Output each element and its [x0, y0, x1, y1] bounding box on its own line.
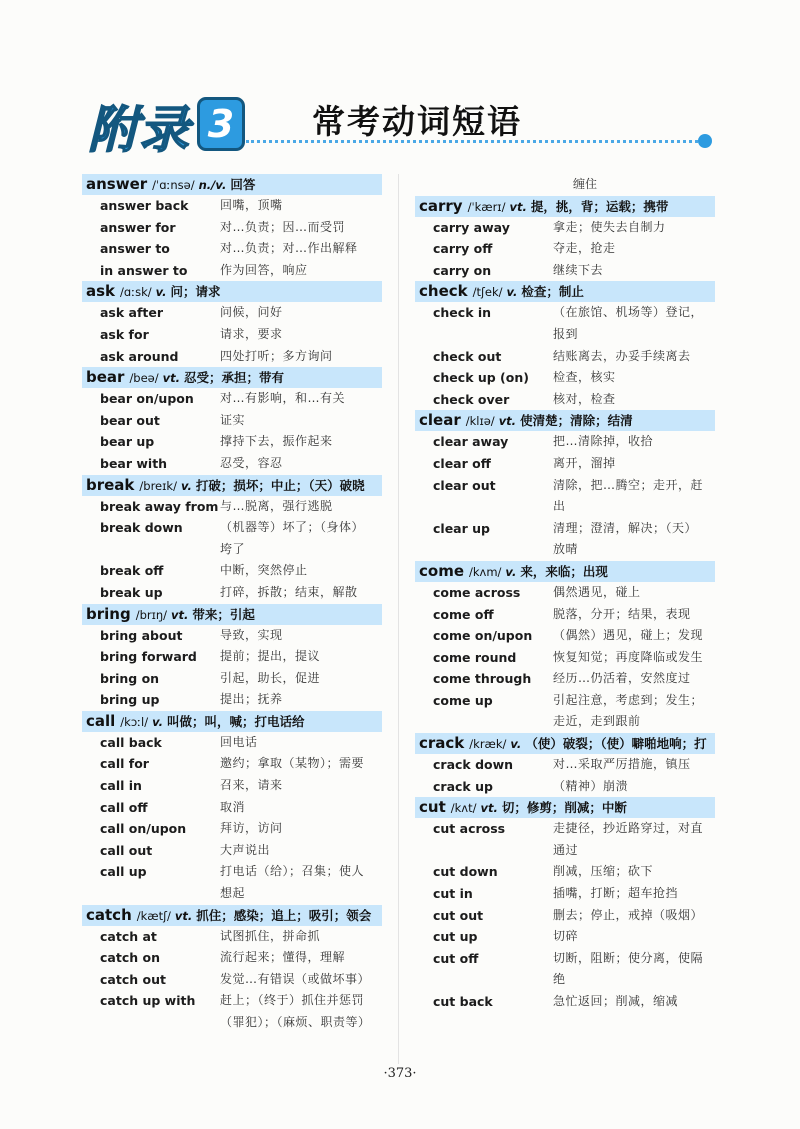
phonetic: /ɑːsk/ — [120, 285, 152, 300]
phrase-row — [415, 754, 715, 776]
phrase-row — [415, 690, 715, 733]
phrase-row — [415, 518, 715, 561]
phrase-english: ask around — [100, 348, 179, 364]
phrase-row — [82, 260, 382, 282]
phrase-english: bear out — [100, 412, 160, 428]
part-of-speech: v. — [152, 714, 164, 729]
phrase-english: cut out — [433, 907, 484, 923]
phrase-row — [415, 475, 715, 518]
part-of-speech: v. — [506, 285, 518, 300]
headword-meaning: （使）破裂；（使）噼啪地响；打 — [525, 736, 707, 752]
phrase-chinese: 脱落，分开；结果，表现 — [553, 606, 691, 621]
continued-meaning: 缠住 — [573, 177, 598, 191]
phrase-chinese: 赶上；（终于）抓住并惩罚（罪犯）；（麻烦、职责等） — [220, 993, 371, 1029]
phrase-chinese: （在旅馆、机场等）登记，报到 — [553, 305, 704, 341]
column-divider — [398, 174, 399, 1064]
phrase-english: call off — [100, 799, 148, 815]
part-of-speech: vt. — [174, 908, 193, 923]
phrase-chinese: 回电话 — [220, 734, 258, 749]
phrase-english: come round — [433, 649, 517, 665]
phrase-chinese: 结账离去，办妥手续离去 — [553, 348, 691, 363]
phrase-english: cut in — [433, 886, 473, 902]
phrase-chinese: 继续下去 — [553, 262, 604, 277]
entry-headword-bar — [415, 797, 715, 818]
phrase-row — [82, 668, 382, 690]
headword: bear — [86, 368, 125, 387]
entry-headword-bar — [82, 711, 382, 732]
dictionary-entry-clear — [415, 410, 715, 561]
phrase-row — [82, 431, 382, 453]
headword: break — [86, 475, 135, 494]
phrase-chinese: （精神）崩溃 — [553, 778, 629, 793]
part-of-speech: vt. — [171, 607, 189, 622]
phrase-row — [415, 883, 715, 905]
phrase-english: carry on — [433, 262, 492, 278]
part-of-speech: v. — [180, 478, 192, 493]
headword: bring — [86, 604, 131, 623]
headword: catch — [86, 905, 132, 924]
phrase-row — [82, 947, 382, 969]
phrase-row — [415, 818, 715, 861]
part-of-speech: v. — [510, 737, 522, 752]
phrase-chinese: 对…负责；对…作出解释 — [220, 241, 358, 256]
part-of-speech: v. — [155, 285, 167, 300]
phrase-english: catch up with — [100, 993, 196, 1009]
phrase-row — [415, 238, 715, 260]
phrase-chinese: 离开，溜掉 — [553, 455, 616, 470]
headword: answer — [86, 175, 148, 193]
phonetic: /ˈɑːnsə/ — [152, 178, 195, 192]
headword: call — [86, 711, 116, 730]
phrase-row — [415, 389, 715, 411]
headword-meaning: 打破；损坏；中止；（天）破晓 — [195, 477, 365, 493]
phrase-english: clear up — [433, 520, 490, 536]
phrase-row — [82, 689, 382, 711]
phrase-chinese: 撑持下去，振作起来 — [220, 434, 333, 449]
phrase-english: call on/upon — [100, 821, 187, 837]
phrase-chinese: 回嘴，顶嘴 — [220, 198, 283, 212]
phrase-english: bring forward — [100, 649, 197, 665]
phrase-chinese: 召来，请来 — [220, 778, 283, 793]
phrase-english: break away from — [100, 498, 219, 514]
phrase-chinese: 恢复知觉；再度降临或发生 — [553, 649, 704, 664]
dictionary-entry-crack — [415, 733, 715, 797]
phrase-row — [415, 668, 715, 690]
phrase-english: cut up — [433, 929, 478, 945]
entry-headword-bar — [82, 604, 382, 625]
dictionary-entry-come — [415, 561, 715, 733]
headword: crack — [419, 734, 465, 753]
phrase-english: bring about — [100, 627, 183, 643]
phrase-row — [82, 324, 382, 346]
phrase-english: cut back — [433, 994, 493, 1009]
phrase-english: check out — [433, 348, 502, 364]
phrase-row — [415, 926, 715, 948]
phrase-english: bear with — [100, 455, 168, 471]
entry-headword-bar — [415, 410, 715, 431]
title-dotted-rule — [246, 140, 698, 143]
phrase-row — [415, 260, 715, 282]
phrase-row — [82, 625, 382, 647]
phrase-english: crack down — [433, 757, 514, 773]
page-header — [0, 0, 800, 170]
phrase-row — [82, 346, 382, 368]
phrase-chinese: 切断，阻断；使分离，使隔绝 — [553, 950, 704, 987]
phrase-chinese: 作为回答，响应 — [220, 262, 308, 277]
phrase-english: ask after — [100, 305, 164, 321]
phrase-row — [415, 582, 715, 604]
phrase-chinese: 对…有影响，和…有关 — [220, 391, 346, 406]
phrase-english: clear out — [433, 477, 496, 493]
phrase-row — [415, 647, 715, 669]
phrase-row — [82, 238, 382, 260]
phrase-row — [415, 217, 715, 239]
phonetic: /kʌm/ — [469, 564, 502, 579]
phrase-row — [82, 217, 382, 239]
entry-headword-bar — [82, 281, 382, 302]
phrase-english: call back — [100, 734, 162, 750]
phonetic: /kɔːl/ — [120, 714, 149, 729]
entry-headword-bar — [82, 475, 382, 496]
phrase-row — [82, 453, 382, 475]
phonetic: /klɪə/ — [465, 414, 495, 429]
phrase-chinese: （机器等）坏了；（身体）垮了 — [220, 520, 365, 556]
phrase-row — [415, 453, 715, 475]
phrase-chinese: （偶然）遇见，碰上；发现 — [553, 628, 704, 643]
phrase-row — [82, 753, 382, 775]
phrase-chinese: 取消 — [220, 799, 246, 814]
phrase-english: cut across — [433, 821, 506, 837]
phrase-chinese: 问候，问好 — [220, 305, 283, 320]
phrase-english: clear off — [433, 455, 491, 471]
phrase-row — [415, 367, 715, 389]
phrase-chinese: 对…负责；因…而受罚 — [220, 219, 346, 234]
phrase-row — [82, 560, 382, 582]
phonetic: /kætʃ/ — [136, 908, 171, 923]
page-number: ·373· — [383, 1066, 417, 1081]
dictionary-entry-catch — [82, 905, 382, 1034]
section-title: 常考动词短语 — [312, 102, 522, 141]
phrase-chinese: 引起注意，考虑到；发生；走近，走到跟前 — [553, 692, 704, 729]
headword-meaning: 忍受；承担；带有 — [184, 370, 285, 386]
phrase-chinese: 试图抓住，拼命抓 — [220, 928, 321, 943]
entry-headword-bar — [415, 561, 715, 582]
phrase-row — [82, 496, 382, 518]
phrase-row — [82, 646, 382, 668]
phrase-english: call out — [100, 842, 153, 858]
headword: cut — [419, 798, 446, 817]
phrase-english: crack up — [433, 778, 493, 794]
dictionary-entry-call — [82, 711, 382, 905]
phrase-row — [415, 905, 715, 927]
phrase-row — [415, 991, 715, 1013]
phrase-chinese: 偶然遇见，碰上 — [553, 584, 641, 599]
title-rule-dot — [698, 134, 712, 148]
phrase-english: break down — [100, 520, 183, 536]
phrase-row — [415, 948, 715, 991]
entry-headword-bar — [82, 367, 382, 388]
phrase-english: bring up — [100, 692, 160, 708]
phonetic: /beə/ — [129, 371, 159, 386]
dictionary-entry-cut — [415, 797, 715, 1012]
phonetic: /breɪk/ — [139, 478, 177, 493]
phrase-english: ask for — [100, 326, 149, 342]
part-of-speech: v. — [505, 564, 517, 579]
phrase-chinese: 提出；抚养 — [220, 692, 283, 707]
phrase-row — [415, 625, 715, 647]
phrase-english: bring on — [100, 670, 160, 686]
phrase-chinese: 对…采取严厉措施，镇压 — [553, 757, 691, 772]
phonetic: /kræk/ — [469, 737, 507, 752]
phrase-english: answer for — [100, 219, 176, 235]
headword-meaning: 切；修剪；削减；中断 — [501, 800, 627, 816]
phrase-english: cut off — [433, 950, 479, 966]
phrase-english: check in — [433, 305, 492, 321]
appendix-label: 附录 — [88, 100, 190, 159]
headword-meaning: 检查；制止 — [521, 284, 584, 300]
headword: come — [419, 561, 464, 580]
phrase-row — [82, 732, 382, 754]
phrase-chinese: 经历…仍活着，安然度过 — [553, 671, 691, 686]
phrase-english: break off — [100, 563, 164, 579]
phrase-row — [82, 410, 382, 432]
phrase-chinese: 忍受，容忍 — [220, 455, 283, 470]
phrase-chinese: 核对，检查 — [553, 391, 616, 406]
phrase-english: carry away — [433, 219, 510, 235]
entry-headword-bar — [415, 281, 715, 302]
phrase-english: call up — [100, 864, 147, 880]
phrase-row — [82, 926, 382, 948]
phrase-row — [82, 861, 382, 904]
phrase-row — [82, 302, 382, 324]
phrase-english: come off — [433, 606, 494, 622]
phrase-row — [415, 346, 715, 368]
phrase-chinese: 切碎 — [553, 929, 579, 944]
phrase-chinese: 走捷径，抄近路穿过，对直通过 — [553, 821, 704, 857]
entry-headword-bar — [415, 733, 715, 754]
phrase-row — [82, 517, 382, 560]
dictionary-entry-check — [415, 281, 715, 410]
phrase-chinese: 四处打听；多方询问 — [220, 348, 333, 363]
phrase-chinese: 夺走，抢走 — [553, 241, 616, 256]
phrase-chinese: 清理；澄清，解决；（天）放晴 — [553, 520, 698, 557]
part-of-speech: n./v. — [198, 178, 227, 192]
phrase-english: carry off — [433, 241, 493, 257]
phrase-chinese: 提前；提出，提议 — [220, 649, 321, 664]
headword-meaning: 使清楚；清除；结清 — [520, 413, 633, 429]
phrase-english: come on/upon — [433, 628, 533, 644]
phrase-english: check up (on) — [433, 370, 529, 386]
left-column — [82, 174, 382, 1034]
phrase-chinese: 流行起来；懂得，理解 — [220, 950, 346, 965]
phrase-english: clear away — [433, 434, 509, 450]
headword: ask — [86, 282, 116, 301]
phrase-row — [82, 797, 382, 819]
phrase-english: answer back — [100, 198, 189, 213]
right-column — [415, 174, 715, 1013]
phrase-chinese: 大声说出 — [220, 842, 271, 857]
headword-meaning: 抓住；感染；追上；吸引；领会 — [196, 907, 372, 923]
headword-meaning: 带来；引起 — [192, 606, 255, 622]
phrase-chinese: 引起，助长，促进 — [220, 670, 321, 685]
phrase-chinese: 邀约；拿取（某物）；需要 — [220, 756, 365, 771]
phrase-chinese: 打碎，拆散；结束，解散 — [220, 584, 358, 599]
phonetic: /brɪŋ/ — [135, 607, 168, 622]
headword: check — [419, 282, 468, 301]
entry-headword-bar — [415, 196, 715, 217]
headword-meaning: 提，挑，背；运载；携带 — [530, 198, 669, 214]
headword-meaning: 问；请求 — [170, 284, 221, 300]
phrase-chinese: 急忙返回；削减，缩减 — [553, 994, 679, 1008]
phrase-row — [415, 302, 715, 345]
phrase-row — [415, 431, 715, 453]
phrase-chinese: 检查，核实 — [553, 370, 616, 385]
entry-headword-bar — [82, 905, 382, 926]
appendix-number-badge: 3 — [197, 97, 245, 151]
phonetic: /ˈkærɪ/ — [467, 199, 506, 214]
phrase-row — [82, 775, 382, 797]
dictionary-entry-ask — [82, 281, 382, 367]
phrase-english: break up — [100, 584, 163, 600]
phonetic: /kʌt/ — [450, 801, 477, 816]
part-of-speech: vt. — [509, 199, 527, 214]
phrase-english: bear up — [100, 434, 155, 450]
phrase-chinese: 中断，突然停止 — [220, 563, 308, 578]
entry-headword-bar — [82, 174, 382, 195]
phrase-english: check over — [433, 391, 510, 407]
phrase-row — [82, 582, 382, 604]
headword: carry — [419, 196, 463, 215]
headword-meaning: 回答 — [230, 177, 256, 192]
phrase-english: answer to — [100, 241, 170, 257]
part-of-speech: vt. — [498, 414, 517, 429]
phrase-english: come up — [433, 692, 493, 708]
phrase-row — [82, 990, 382, 1033]
phrase-chinese: 清除，把…腾空；走开，赶出 — [553, 477, 704, 514]
phrase-chinese: 把…清除掉，收拾 — [553, 434, 654, 449]
phrase-chinese: 拿走；使失去自制力 — [553, 219, 666, 234]
phrase-chinese: 删去；停止，戒掉（吸烟） — [553, 907, 704, 922]
headword-meaning: 来，来临；出现 — [520, 563, 608, 579]
phrase-row — [82, 969, 382, 991]
phrase-row — [415, 861, 715, 883]
dictionary-entry-bear — [82, 367, 382, 474]
phrase-chinese: 削减，压缩；砍下 — [553, 864, 654, 879]
phrase-english: bear on/upon — [100, 391, 194, 407]
phrase-chinese: 拜访，访问 — [220, 821, 283, 836]
phonetic: /tʃek/ — [472, 285, 503, 300]
phrase-english: come through — [433, 671, 532, 687]
phrase-row — [415, 604, 715, 626]
dictionary-entry-bring — [82, 604, 382, 711]
dictionary-entry-answer — [82, 174, 382, 281]
headword-meaning: 叫做；叫，喊；打电话给 — [167, 713, 305, 729]
phrase-english: catch on — [100, 950, 160, 966]
phrase-english: call in — [100, 778, 142, 794]
phrase-chinese: 发觉…有错误（或做坏事） — [220, 971, 371, 986]
phrase-english: catch at — [100, 928, 157, 944]
phrase-chinese: 证实 — [220, 412, 246, 427]
headword: clear — [419, 411, 461, 430]
phrase-english: cut down — [433, 864, 498, 880]
phrase-chinese: 打电话（给）；召集；使人想起 — [220, 864, 365, 901]
phrase-chinese: 导致，实现 — [220, 627, 283, 642]
phrase-chinese: 与…脱离，强行逃脱 — [220, 498, 333, 513]
phrase-english: in answer to — [100, 262, 188, 278]
dictionary-entry-break — [82, 475, 382, 604]
dictionary-entry-carry — [415, 196, 715, 282]
phrase-english: come across — [433, 584, 521, 600]
phrase-row — [415, 776, 715, 798]
part-of-speech: vt. — [162, 371, 181, 386]
phrase-chinese: 请求，要求 — [220, 326, 283, 341]
phrase-row — [82, 388, 382, 410]
part-of-speech: vt. — [480, 801, 498, 816]
phrase-chinese: 插嘴，打断；超车抢挡 — [553, 886, 679, 901]
phrase-row — [82, 195, 382, 217]
phrase-row — [82, 818, 382, 840]
phrase-english: call for — [100, 756, 149, 772]
phrase-english: catch out — [100, 971, 166, 987]
phrase-row — [82, 840, 382, 862]
